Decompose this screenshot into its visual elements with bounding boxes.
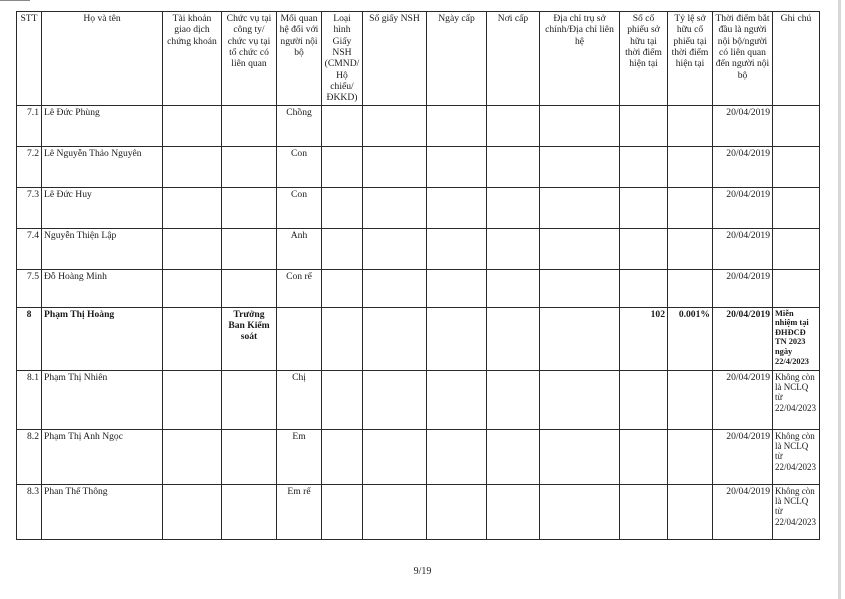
cell-name: Phạm Thị Anh Ngọc (42, 429, 163, 484)
table-row (17, 429, 820, 484)
cell-issue-place (487, 484, 540, 539)
table-row (17, 105, 820, 146)
cell-address (540, 370, 620, 429)
header-ratio: Tỷ lệ sở hữu cổ phiếu tại thời điểm hiện tại (668, 12, 713, 106)
header-address: Địa chỉ trụ sở chính/Địa chỉ liên hệ (540, 12, 620, 106)
cell-position (222, 370, 277, 429)
cell-address (540, 429, 620, 484)
cell-shares (620, 370, 668, 429)
cell-id-number (363, 269, 427, 307)
cell-note: Không còn là NCLQ từ 22/04/2023 (773, 370, 820, 429)
cell-shares (620, 269, 668, 307)
header-shares: Số cổ phiếu sở hữu tại thời điểm hiện tại (620, 12, 668, 106)
cell-id-type (322, 228, 363, 269)
cell-address (540, 187, 620, 228)
cell-shares (620, 146, 668, 187)
cell-issue-date (427, 307, 487, 370)
cell-id-type (322, 370, 363, 429)
cell-id-number (363, 146, 427, 187)
cell-position: Trưởng Ban Kiểm soát (222, 307, 277, 370)
cell-id-number (363, 187, 427, 228)
cell-note (773, 146, 820, 187)
cell-issue-place (487, 370, 540, 429)
cell-ratio (668, 484, 713, 539)
header-name: Họ và tên (42, 12, 163, 106)
cell-start-date: 20/04/2019 (713, 484, 773, 539)
cell-id-type (322, 105, 363, 146)
cell-issue-date (427, 146, 487, 187)
cell-issue-place (487, 228, 540, 269)
cell-issue-place (487, 146, 540, 187)
cell-id-number (363, 105, 427, 146)
top-edge-line (0, 0, 30, 1)
cell-relation (277, 307, 322, 370)
cell-relation: Anh (277, 228, 322, 269)
cell-issue-place (487, 105, 540, 146)
cell-shares (620, 484, 668, 539)
cell-account (163, 187, 222, 228)
cell-account (163, 484, 222, 539)
cell-name: Đỗ Hoàng Minh (42, 269, 163, 307)
table-row (17, 228, 820, 269)
cell-shares (620, 228, 668, 269)
cell-account (163, 370, 222, 429)
scan-edge (838, 0, 841, 599)
cell-account (163, 269, 222, 307)
cell-id-number (363, 429, 427, 484)
cell-id-number (363, 228, 427, 269)
cell-position (222, 187, 277, 228)
cell-name: Nguyễn Thiện Lập (42, 228, 163, 269)
cell-note: Miễn nhiệm tại ĐHĐCĐ TN 2023 ngày 22/4/2023 (773, 307, 820, 370)
cell-position (222, 269, 277, 307)
cell-account (163, 429, 222, 484)
cell-relation: Em rể (277, 484, 322, 539)
cell-issue-date (427, 370, 487, 429)
cell-account (163, 307, 222, 370)
header-row (17, 12, 820, 106)
table-row (17, 269, 820, 307)
cell-id-type (322, 484, 363, 539)
cell-start-date: 20/04/2019 (713, 370, 773, 429)
cell-relation: Con (277, 187, 322, 228)
cell-relation: Con (277, 146, 322, 187)
cell-shares (620, 105, 668, 146)
header-id-number: Số giấy NSH (363, 12, 427, 106)
table-row (17, 307, 820, 370)
cell-stt: 8 (17, 307, 42, 370)
cell-address (540, 484, 620, 539)
table-row (17, 370, 820, 429)
cell-stt: 7.5 (17, 269, 42, 307)
cell-account (163, 105, 222, 146)
cell-issue-place (487, 269, 540, 307)
cell-issue-date (427, 269, 487, 307)
cell-position (222, 228, 277, 269)
cell-ratio (668, 105, 713, 146)
page-number: 9/19 (413, 566, 432, 577)
cell-ratio (668, 146, 713, 187)
cell-position (222, 429, 277, 484)
header-position: Chức vụ tại công ty/ chức vụ tại tổ chức có liên quan (222, 12, 277, 106)
cell-stt: 8.1 (17, 370, 42, 429)
cell-note (773, 269, 820, 307)
margin-stamp-mark (830, 182, 837, 272)
cell-id-type (322, 307, 363, 370)
table-row (17, 146, 820, 187)
cell-start-date: 20/04/2019 (713, 429, 773, 484)
cell-address (540, 228, 620, 269)
cell-id-number (363, 484, 427, 539)
cell-ratio (668, 187, 713, 228)
cell-relation: Chồng (277, 105, 322, 146)
cell-note (773, 187, 820, 228)
cell-stt: 7.3 (17, 187, 42, 228)
cell-issue-date (427, 187, 487, 228)
cell-stt: 8.2 (17, 429, 42, 484)
header-stt: STT (17, 12, 42, 106)
cell-stt: 7.2 (17, 146, 42, 187)
cell-address (540, 146, 620, 187)
header-relation: Mối quan hệ đối với người nội bộ (277, 12, 322, 106)
cell-relation: Chị (277, 370, 322, 429)
cell-relation: Con rể (277, 269, 322, 307)
header-issue-date: Ngày cấp (427, 12, 487, 106)
cell-issue-place (487, 187, 540, 228)
cell-name: Lê Nguyễn Thảo Nguyên (42, 146, 163, 187)
cell-ratio (668, 429, 713, 484)
header-note: Ghi chú (773, 12, 820, 106)
cell-shares (620, 187, 668, 228)
cell-position (222, 484, 277, 539)
cell-ratio (668, 370, 713, 429)
cell-start-date: 20/04/2019 (713, 187, 773, 228)
cell-relation: Em (277, 429, 322, 484)
table-row (17, 484, 820, 539)
cell-name: Lê Đức Phùng (42, 105, 163, 146)
cell-position (222, 105, 277, 146)
cell-issue-date (427, 228, 487, 269)
cell-id-type (322, 429, 363, 484)
cell-ratio (668, 228, 713, 269)
cell-stt: 8.3 (17, 484, 42, 539)
cell-id-number (363, 370, 427, 429)
cell-start-date: 20/04/2019 (713, 146, 773, 187)
cell-name: Phạm Thị Hoàng (42, 307, 163, 370)
cell-shares (620, 429, 668, 484)
table-row (17, 187, 820, 228)
cell-note: Không còn là NCLQ từ 22/04/2023 (773, 429, 820, 484)
cell-position (222, 146, 277, 187)
cell-start-date: 20/04/2019 (713, 307, 773, 370)
header-start-date: Thời điểm bắt đầu là người nội bộ/người có liên quan đến người nội bộ (713, 12, 773, 106)
cell-issue-date (427, 484, 487, 539)
cell-issue-date (427, 105, 487, 146)
header-issue-place: Nơi cấp (487, 12, 540, 106)
cell-note (773, 105, 820, 146)
cell-address (540, 105, 620, 146)
cell-address (540, 307, 620, 370)
cell-stt: 7.1 (17, 105, 42, 146)
cell-ratio (668, 269, 713, 307)
cell-stt: 7.4 (17, 228, 42, 269)
cell-start-date: 20/04/2019 (713, 105, 773, 146)
cell-account (163, 146, 222, 187)
header-id-type: Loại hình Giấy NSH (CMND/ Hộ chiếu/ ĐKKD) (322, 12, 363, 106)
cell-note (773, 228, 820, 269)
cell-id-type (322, 146, 363, 187)
cell-note: Không còn là NCLQ từ 22/04/2023 (773, 484, 820, 539)
cell-account (163, 228, 222, 269)
cell-ratio: 0.001% (668, 307, 713, 370)
cell-issue-place (487, 307, 540, 370)
cell-address (540, 269, 620, 307)
cell-shares: 102 (620, 307, 668, 370)
cell-id-type (322, 269, 363, 307)
cell-id-number (363, 307, 427, 370)
cell-name: Phạm Thị Nhiên (42, 370, 163, 429)
header-account: Tài khoản giao dịch chứng khoán (163, 12, 222, 106)
cell-start-date: 20/04/2019 (713, 269, 773, 307)
cell-name: Phan Thế Thông (42, 484, 163, 539)
cell-start-date: 20/04/2019 (713, 228, 773, 269)
cell-name: Lê Đức Huy (42, 187, 163, 228)
cell-id-type (322, 187, 363, 228)
cell-issue-date (427, 429, 487, 484)
cell-issue-place (487, 429, 540, 484)
insider-table (16, 11, 820, 540)
